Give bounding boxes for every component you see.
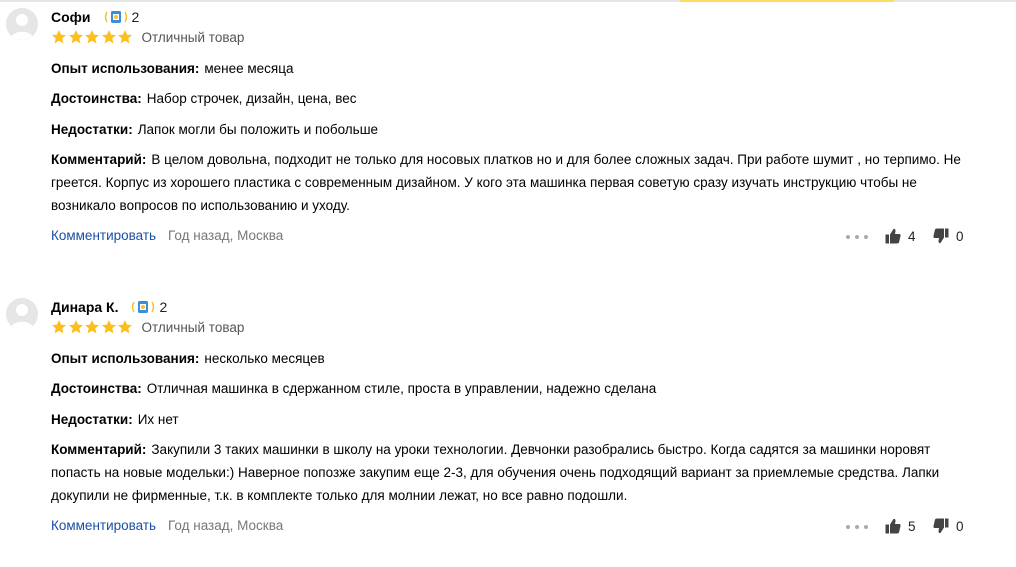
star-icon (68, 29, 84, 45)
experience-label: Опыт использования: (51, 61, 200, 76)
star-icon (101, 29, 117, 45)
star-rating (51, 29, 134, 45)
like-count: 4 (908, 228, 916, 244)
dislike-count: 0 (956, 228, 964, 244)
comment-link[interactable]: Комментировать (51, 228, 157, 243)
user-avatar-icon[interactable] (6, 8, 38, 40)
star-icon (84, 319, 100, 335)
experience-field (51, 347, 981, 370)
review-author[interactable]: Динара К. (51, 299, 119, 315)
experience-value: несколько месяцев (204, 351, 325, 366)
cons-field (51, 408, 981, 431)
review-footer (51, 228, 971, 246)
dislike-button[interactable] (933, 518, 964, 534)
review-meta: Год назад, Москва (168, 518, 284, 533)
badge-count: 2 (159, 299, 168, 315)
dislike-count: 0 (956, 518, 964, 534)
comment-label: Комментарий: (51, 442, 147, 457)
more-dots-icon[interactable] (846, 231, 868, 243)
cons-value: Их нет (137, 412, 179, 427)
like-button[interactable] (885, 228, 916, 244)
badge-count: 2 (131, 9, 140, 25)
thumbs-up-icon (885, 228, 901, 244)
experience-label: Опыт использования: (51, 351, 200, 366)
rating-label: Отличный товар (141, 29, 245, 45)
user-avatar-icon[interactable] (6, 298, 38, 330)
cons-value: Лапок могли бы положить и побольше (137, 122, 379, 137)
more-dots-icon[interactable] (846, 521, 868, 533)
comment-label: Комментарий: (51, 152, 147, 167)
comment-field (51, 148, 981, 217)
dislike-button[interactable] (933, 228, 964, 244)
reviewer-level-badge-icon (130, 299, 156, 315)
comment-link[interactable]: Комментировать (51, 518, 157, 533)
top-border (0, 0, 1016, 2)
review-footer (51, 518, 971, 536)
experience-field (51, 57, 981, 80)
comment-field (51, 438, 981, 507)
star-icon (84, 29, 100, 45)
experience-value: менее месяца (204, 61, 294, 76)
star-icon (68, 319, 84, 335)
like-count: 5 (908, 518, 916, 534)
rating-label: Отличный товар (141, 319, 245, 335)
pros-value: Набор строчек, дизайн, цена, вес (146, 91, 357, 106)
pros-label: Достоинства: (51, 381, 142, 396)
top-accent (680, 0, 894, 2)
cons-field (51, 118, 981, 141)
review-meta: Год назад, Москва (168, 228, 284, 243)
cons-label: Недостатки: (51, 122, 133, 137)
star-icon (101, 319, 117, 335)
pros-field (51, 377, 981, 400)
thumbs-up-icon (885, 518, 901, 534)
star-icon (51, 319, 67, 335)
comment-value: Закупили 3 таких машинки в школу на уроки технологии. Девчонки разобрались быстро. Когда садятся за машинки норовят попасть на новые модельки:) Наверное попозже закупим еще 2-3, для обучения очень подходящий вариант за приемлемые средства. Лапки докупили не фирменные, т.к. в комплекте только для молнии лежат, но все равно подошли. (51, 442, 940, 503)
thumbs-down-icon (933, 228, 949, 244)
star-icon (51, 29, 67, 45)
star-icon (117, 319, 133, 335)
cons-label: Недостатки: (51, 412, 133, 427)
star-icon (117, 29, 133, 45)
reviewer-level-badge[interactable] (130, 299, 167, 315)
reviewer-level-badge[interactable] (103, 9, 140, 25)
thumbs-down-icon (933, 518, 949, 534)
like-button[interactable] (885, 518, 916, 534)
comment-value: В целом довольна, подходит не только для носовых платков но и для более сложных задач. При работе шумит , но терпимо. Не греется. Корпус из хорошего пластика с современным дизайном. У кого эта машинка первая советую сразу изучать инструкцию чтобы не возникало вопросов по использованию и уходу. (51, 152, 961, 213)
pros-field (51, 87, 981, 110)
review-author[interactable]: Софи (51, 9, 91, 25)
star-rating (51, 319, 134, 335)
pros-value: Отличная машинка в сдержанном стиле, проста в управлении, надежно сделана (146, 381, 657, 396)
reviewer-level-badge-icon (103, 9, 129, 25)
pros-label: Достоинства: (51, 91, 142, 106)
